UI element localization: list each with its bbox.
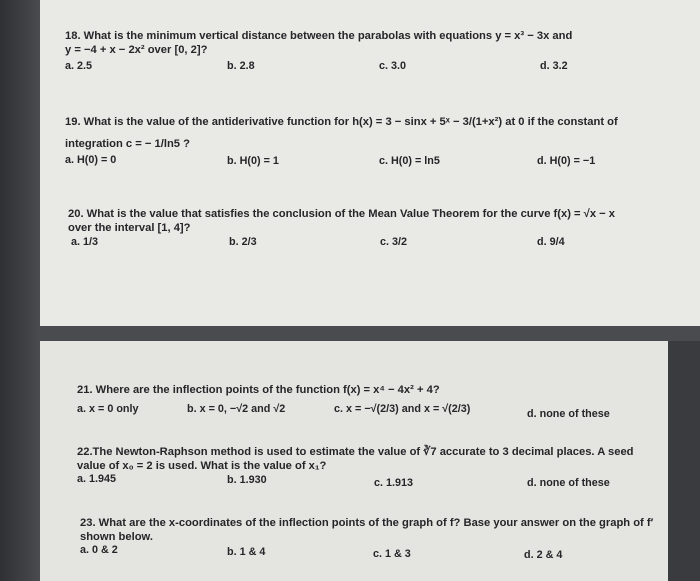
q22-option-a[interactable]: a. 1.945 (77, 473, 117, 485)
background-edge (0, 0, 40, 581)
q19-option-c[interactable]: c. H(0) = ln5 (379, 155, 440, 167)
q23-option-b[interactable]: b. 1 & 4 (227, 546, 266, 558)
q18-option-a[interactable]: a. 2.5 (65, 60, 93, 72)
q22-option-b[interactable]: b. 1.930 (227, 474, 267, 486)
q20-option-d[interactable]: d. 9/4 (537, 236, 565, 248)
question-23-line-2: shown below. (80, 531, 153, 543)
question-19-line-2: integration c = − 1/ln5 ? (65, 138, 190, 150)
q18-option-b[interactable]: b. 2.8 (227, 60, 255, 72)
question-21-line-1: 21. Where are the inflection points of the function f(x) = x⁴ − 4x² + 4? (77, 384, 440, 396)
q20-option-a[interactable]: a. 1/3 (71, 236, 99, 248)
q18-option-c[interactable]: c. 3.0 (379, 60, 407, 72)
q21-option-c[interactable]: c. x = −√(2/3) and x = √(2/3) (334, 403, 471, 415)
question-19-line-1: 19. What is the value of the antiderivative function for h(x) = 3 − sinx + 5ˣ − 3/(1+x²) at 0 if the constant of (65, 116, 618, 128)
q21-option-b[interactable]: b. x = 0, −√2 and √2 (187, 403, 286, 415)
question-20-line-2: over the interval [1, 4]? (68, 222, 191, 234)
worksheet-page-top (40, 0, 700, 326)
question-18-line-1: 18. What is the minimum vertical distance between the parabolas with equations y = x³ − 3x and (65, 30, 573, 42)
q23-option-a[interactable]: a. 0 & 2 (80, 544, 118, 556)
worksheet-page-bottom (40, 341, 668, 581)
q19-option-a[interactable]: a. H(0) = 0 (65, 154, 117, 166)
question-18-line-2: y = −4 + x − 2x² over [0, 2]? (65, 44, 208, 56)
question-23-line-1: 23. What are the x-coordinates of the inflection points of the graph of f? Base your answer on the graph of f′ (80, 517, 654, 529)
q19-option-b[interactable]: b. H(0) = 1 (227, 155, 279, 167)
question-22-line-2: value of x₀ = 2 is used. What is the value of x₁? (77, 460, 327, 472)
question-20-line-1: 20. What is the value that satisfies the conclusion of the Mean Value Theorem for the curve f(x) = √x − x (68, 208, 616, 220)
q23-option-d[interactable]: d. 2 & 4 (524, 549, 563, 561)
q22-option-c[interactable]: c. 1.913 (374, 477, 414, 489)
q20-option-b[interactable]: b. 2/3 (229, 236, 257, 248)
q18-option-d[interactable]: d. 3.2 (540, 60, 568, 72)
page-gap (40, 326, 700, 341)
question-22-line-1: 22.The Newton-Raphson method is used to estimate the value of ∛7 accurate to 3 decimal places. A seed (77, 446, 634, 458)
q21-option-a[interactable]: a. x = 0 only (77, 403, 139, 415)
q19-option-d[interactable]: d. H(0) = −1 (537, 155, 596, 167)
q20-option-c[interactable]: c. 3/2 (380, 236, 408, 248)
q23-option-c[interactable]: c. 1 & 3 (373, 548, 411, 560)
q21-option-d[interactable]: d. none of these (527, 408, 610, 420)
q22-option-d[interactable]: d. none of these (527, 477, 610, 489)
